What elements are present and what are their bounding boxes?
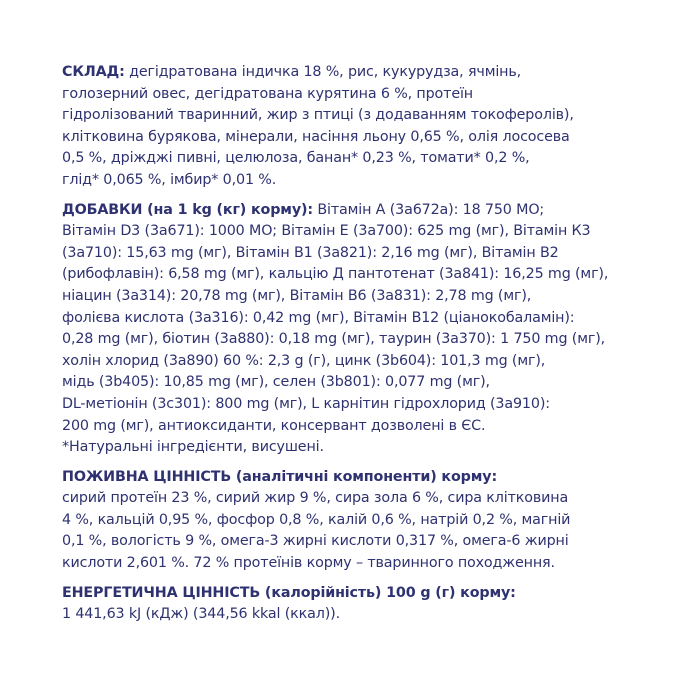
energy-value-line: 1 441,63 kJ (кДж) (344,56 kkal (ккал)).: [62, 606, 340, 623]
nutritional-value-line: 4 %, кальцій 0,95 %, фосфор 0,8 %, калій 0,6 %, натрій 0,2 %, магній: [62, 511, 571, 528]
additives-line: Вітамін А (3a672a): 18 750 МО;: [317, 201, 545, 218]
composition-line: 0,5 %, дріжджі пивні, целюлоза, банан* 0,23 %, томати* 0,2 %,: [62, 150, 530, 167]
additives-line: 200 mg (мг), антиоксиданти, консервант дозволені в ЄС.: [62, 417, 486, 434]
additives-footnote: *Натуральні інгредієнти, висушені.: [62, 439, 324, 456]
nutritional-value-section: [62, 467, 628, 575]
additives-line: (3a710): 15,63 mg (мг), Вітамін В1 (3a821): 2,16 mg (мг), Вітамін В2: [62, 244, 559, 261]
additives-line: фолієва кислота (3a316): 0,42 mg (мг), Вітамін В12 (ціанокобаламін):: [62, 309, 575, 326]
nutritional-value-line: 0,1 %, вологість 9 %, омега-3 жирні кислоти 0,317 %, омега-6 жирні: [62, 533, 569, 550]
nutritional-value-line: сирий протеїн 23 %, сирий жир 9 %, сира зола 6 %, сира клітковина: [62, 490, 569, 507]
energy-value-section: [62, 583, 628, 626]
additives-heading: ДОБАВКИ (на 1 kg (кг) корму):: [62, 201, 313, 218]
additives-line: DL-метіонін (3c301): 800 mg (мг), L карнітин гідрохлорид (3a910):: [62, 395, 550, 412]
additives-section: [62, 200, 628, 459]
additives-line: Вітамін D3 (3a671): 1000 МО; Вітамін Е (3a700): 625 mg (мг), Вітамін К3: [62, 223, 591, 240]
additives-line: ніацин (3a314): 20,78 mg (мг), Вітамін В6 (3a831): 2,78 mg (мг),: [62, 287, 532, 304]
composition-line: гідролізований тваринний, жир з птиці (з додаванням токоферолів),: [62, 107, 574, 124]
composition-line: глід* 0,065 %, імбир* 0,01 %.: [62, 171, 277, 188]
composition-line: дегідратована індичка 18 %, рис, кукурудза, ячмінь,: [129, 64, 522, 80]
composition-first-line: [62, 62, 628, 84]
additives-line: (рибофлавін): 6,58 mg (мг), кальцію Д пантотенат (3a841): 16,25 mg (мг),: [62, 266, 609, 283]
composition-section: [62, 62, 628, 192]
additives-line: мідь (3b405): 10,85 mg (мг), селен (3b801): 0,077 mg (мг),: [62, 374, 490, 391]
nutritional-value-heading: ПОЖИВНА ЦІННІСТЬ (аналітичні компоненти) корму:: [62, 468, 498, 485]
composition-line: клітковина бурякова, мінерали, насіння льону 0,65 %, олія лососева: [62, 128, 570, 145]
product-label-panel: [62, 62, 628, 626]
energy-value-heading: ЕНЕРГЕТИЧНА ЦІННІСТЬ (калорійність) 100 g (г) корму:: [62, 584, 516, 601]
additives-first-line: [62, 200, 628, 222]
additives-line: холін хлорид (3a890) 60 %: 2,3 g (г), цинк (3b604): 101,3 mg (мг),: [62, 352, 546, 369]
composition-heading: СКЛАД:: [62, 64, 125, 80]
nutritional-value-line: кислоти 2,601 %. 72 % протеїнів корму – тваринного походження.: [62, 555, 555, 572]
additives-line: 0,28 mg (мг), біотин (3a880): 0,18 mg (мг), таурин (3a370): 1 750 mg (мг),: [62, 331, 606, 348]
composition-line: голозерний овес, дегідратована курятина 6 %, протеїн: [62, 85, 473, 102]
